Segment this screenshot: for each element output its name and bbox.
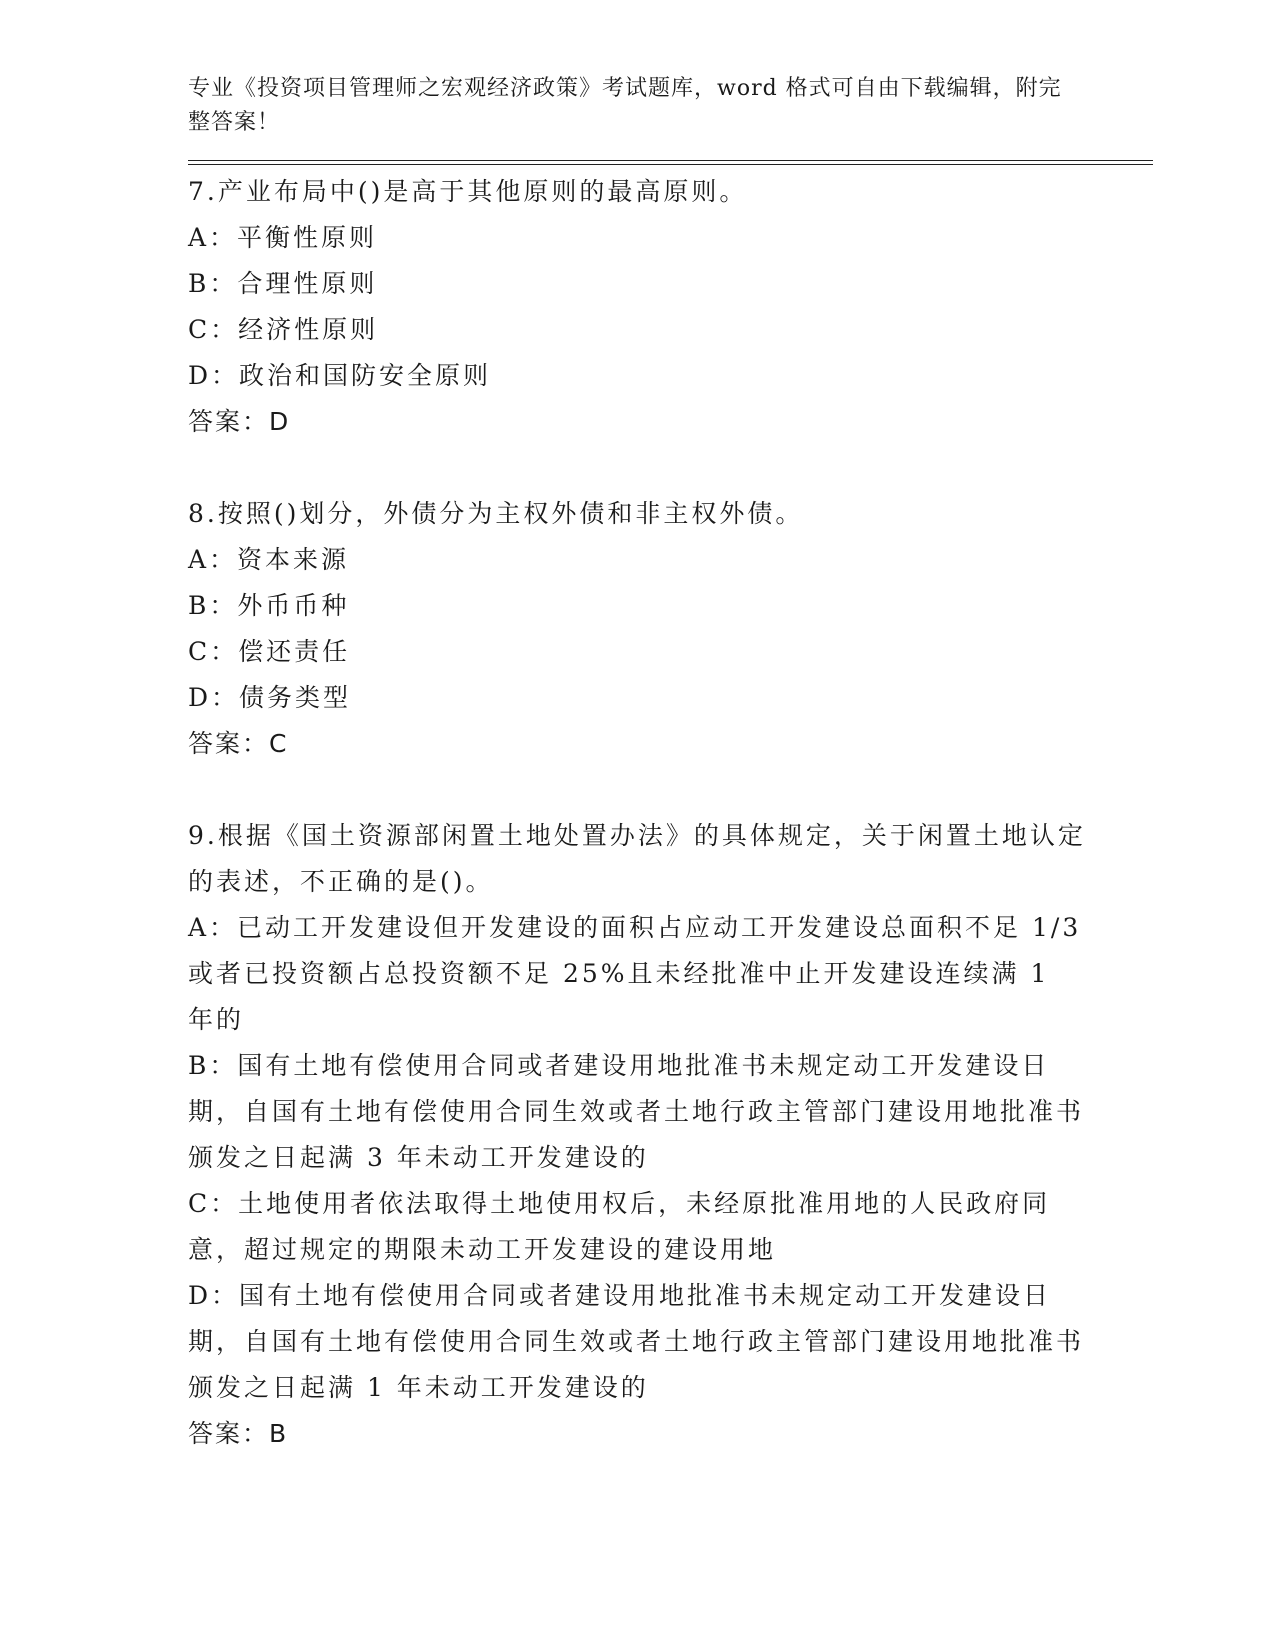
question-9 (188, 813, 1153, 1457)
option-a: A：已动工开发建设但开发建设的面积占应动工开发建设总面积不足 1/3 或者已投资额占总投资额不足 25%且未经批准中止开发建设连续满 1 年的 (188, 913, 1082, 1034)
answer-label: 答案：D (188, 407, 291, 436)
option-a: A：平衡性原则 (188, 223, 378, 252)
document-header: 专业《投资项目管理师之宏观经济政策》考试题库，word 格式可自由下载编辑，附完整答案！ (188, 76, 1062, 135)
header-divider (188, 160, 1153, 165)
option-c: C：经济性原则 (188, 315, 379, 344)
answer-label: 答案：C (188, 729, 289, 758)
answer-label: 答案：B (188, 1419, 289, 1448)
option-b: B：国有土地有偿使用合同或者建设用地批准书未规定动工开发建设日期，自国有土地有偿使用合同生效或者土地行政主管部门建设用地批准书颁发之日起满 3 年未动工开发建设的 (188, 1051, 1085, 1172)
option-a: A：资本来源 (188, 545, 350, 574)
option-b: B：合理性原则 (188, 269, 378, 298)
option-c: C：偿还责任 (188, 637, 351, 666)
option-d: D：政治和国防安全原则 (188, 361, 492, 390)
document-page (188, 72, 1153, 1503)
option-b: B：外币币种 (188, 591, 350, 620)
option-d: D：国有土地有偿使用合同或者建设用地批准书未规定动工开发建设日期，自国有土地有偿使用合同生效或者土地行政主管部门建设用地批准书颁发之日起满 1 年未动工开发建设的 (188, 1281, 1085, 1402)
question-8 (188, 491, 1153, 767)
question-stem: 7.产业布局中()是高于其他原则的最高原则。 (188, 177, 748, 206)
question-7 (188, 169, 1153, 445)
question-stem: 8.按照()划分，外债分为主权外债和非主权外债。 (188, 499, 804, 528)
option-d: D：债务类型 (188, 683, 352, 712)
question-list (188, 169, 1153, 1457)
option-c: C：土地使用者依法取得土地使用权后，未经原批准用地的人民政府同意，超过规定的期限未动工开发建设的建设用地 (188, 1189, 1051, 1264)
question-stem: 9.根据《国土资源部闲置土地处置办法》的具体规定，关于闲置土地认定的表述，不正确的是()。 (188, 821, 1086, 896)
